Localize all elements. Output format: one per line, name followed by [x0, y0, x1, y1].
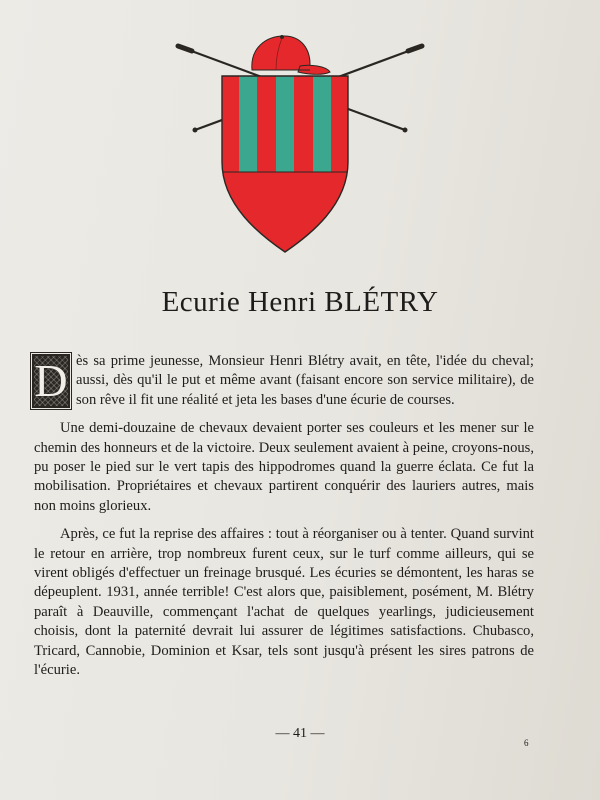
dropcap-ornament: [32, 354, 70, 408]
article-body: [34, 352, 534, 690]
paragraph-1-text: ès sa prime jeunesse, Monsieur Henri Blétry avait, en tête, l'idée du cheval; aussi, dès qu'il le put et même avant (faisant encore son service militaire), de son rêve il fit une réalité et jeta les bases d'une écurie de courses.: [76, 353, 534, 408]
paragraph-2: Une demi-douzaine de chevaux devaient porter ses couleurs et les mener sur le chemin des honneurs et de la victoire. Deux seulement avaient à peine, croyons-nous, pu poser le pied sur le vert tapis des hippodromes quand la guerre éclata. Ce fut la mobilisation. Propriétaires et chevaux partirent conquérir des lauriers autres, mais non moins glorieux.: [34, 420, 534, 514]
page-number: — 41 —: [275, 726, 325, 741]
signature-mark: 6: [524, 738, 529, 748]
jockey-cap-icon: [252, 35, 330, 74]
dropcap-letter: D: [34, 355, 68, 406]
racing-silks-crest: [150, 30, 450, 270]
paragraph-1: [34, 352, 534, 410]
paragraph-3: Après, ce fut la reprise des affaires : tout à réorganiser ou à tenter. Quand survint le retour en arrière, trop nombreux furent ceux, sur le turf comme ailleurs, qui se virent obligés d'effectuer un freinage brusqué. Les écuries se démontent, les haras se dépeuplent. 1931, année terrible! C'est alors que, paisiblement, posément, M. Blétry paraît à Deauville, commençant l'achat de quelques yearlings, judicieusement choisis, dont la paternité devrait lui assurer de légitimes satisfactions. Chubasco, Tricard, Cannobie, Dominion et Ksar, tels sont jusqu'à présent les sires patrons de l'écurie.: [34, 526, 534, 679]
racing-silks-shield-icon: [222, 76, 348, 252]
page-title: Ecurie Henri BLÉTRY: [161, 286, 439, 318]
